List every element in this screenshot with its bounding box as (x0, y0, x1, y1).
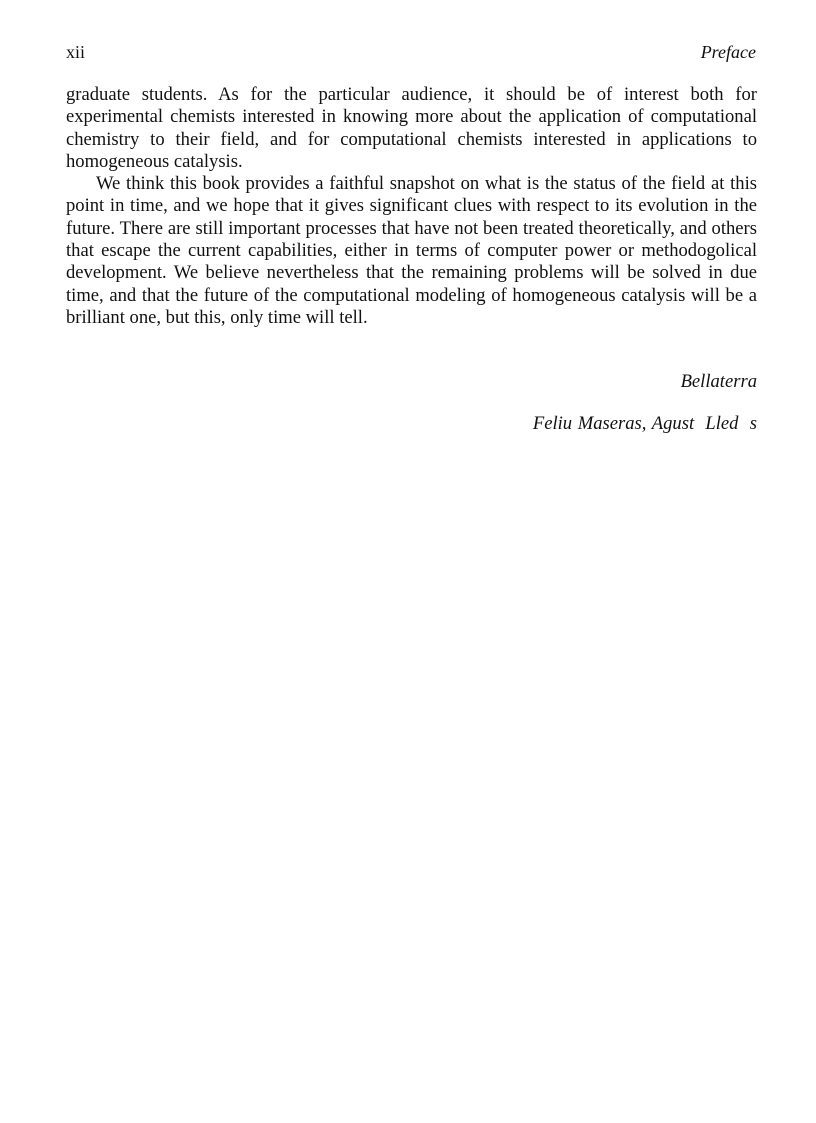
section-title: Preface (700, 42, 756, 62)
running-head (66, 40, 756, 64)
paragraph-2: We think this book provides a faithful snapshot on what is the status of the field at this point in time, and we hope that it gives significant clues with respect to its evolution in the future. There are still important processes that have not been treated theoretically, and others that escape the current capabilities, either in terms of computer power or methodogolical development. We believe nevertheless that the remaining problems will be solved in due time, and that the future of the computational modeling of homogeneous catalysis will be a brilliant one, but this, only time will tell. (66, 173, 757, 328)
paragraph-1: graduate students. As for the particular audience, it should be of interest both for experimental chemists interested in knowing more about the application of computational chemistry to their field, and for computational chemists interested in applications to homogeneous catalysis. (66, 84, 757, 172)
signature-authors: Feliu Maseras, Agust Lled s (532, 413, 757, 434)
signature-place: Bellaterra (680, 371, 757, 392)
page-number: xii (66, 42, 86, 62)
preface-body (66, 84, 757, 329)
